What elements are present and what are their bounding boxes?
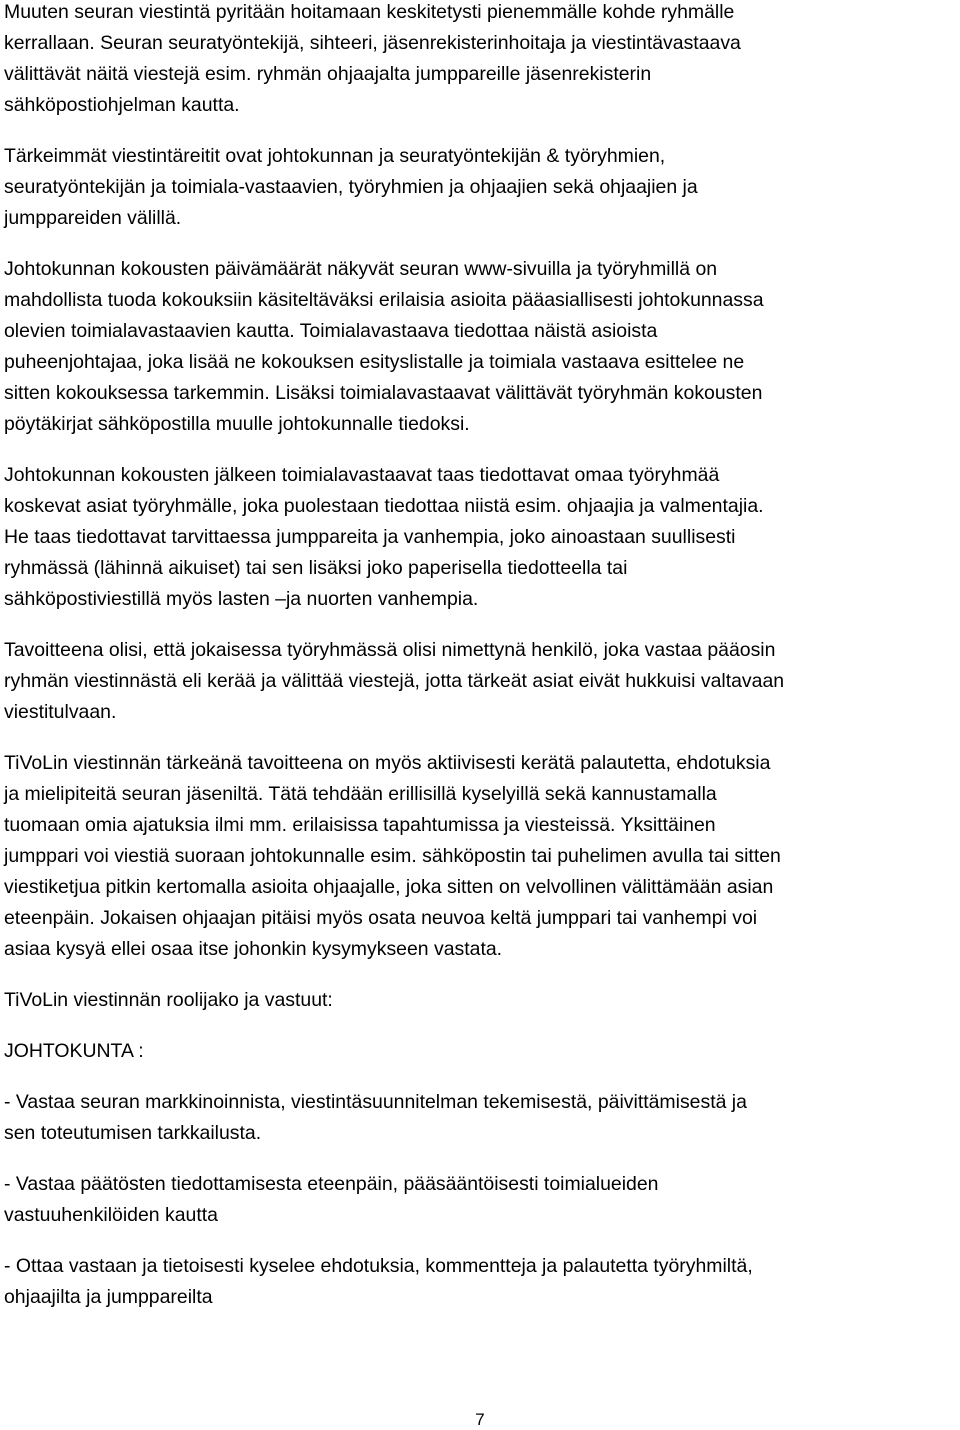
text-line: sähköpostiohjelman kautta.	[4, 94, 240, 116]
text-line: koskevat asiat työryhmälle, joka puolestaan tiedottaa niistä esim. ohjaajia ja valmentajia.	[4, 495, 764, 517]
text-line: ryhmän viestinnästä eli kerää ja välittää viestejä, jotta tärkeät asiat eivät hukkuisi valtavaan	[4, 670, 785, 692]
paragraph-gap	[4, 1149, 960, 1169]
page-number: 7	[475, 1410, 485, 1429]
text-line: ja mielipiteitä seuran jäseniltä. Tätä tehdään erillisillä kyselyillä sekä kannustamalla	[4, 783, 717, 805]
text-line: ohjaajilta ja jumppareilta	[4, 1286, 213, 1308]
paragraph-gap	[4, 1231, 960, 1251]
text-line: asiaa kysyä ellei osaa itse johonkin kysymykseen vastata.	[4, 938, 503, 960]
text-line: tuomaan omia ajatuksia ilmi mm. erilaisissa tapahtumissa ja viesteissä. Yksittäinen	[4, 814, 716, 836]
text-line: seuratyöntekijän ja toimiala-vastaavien, työryhmien ja ohjaajien sekä ohjaajien ja	[4, 176, 698, 198]
text-line: kerrallaan. Seuran seuratyöntekijä, sihteeri, jäsenrekisterinhoitaja ja viestintävastaava	[4, 32, 741, 54]
text-line: He taas tiedottavat tarvittaessa jumppareita ja vanhempia, joko ainoastaan suullisesti	[4, 526, 736, 548]
paragraph	[4, 748, 960, 965]
text-line: JOHTOKUNTA :	[4, 1040, 144, 1062]
text-line: Tavoitteena olisi, että jokaisessa työryhmässä olisi nimettynä henkilö, joka vastaa pääosin	[4, 639, 776, 661]
paragraph	[4, 1036, 960, 1067]
paragraph	[4, 460, 960, 615]
text-line: vastuuhenkilöiden kautta	[4, 1204, 218, 1226]
paragraph-gap	[4, 615, 960, 635]
text-line: TiVoLin viestinnän roolijako ja vastuut:	[4, 989, 333, 1011]
text-line: jumppari voi viestiä suoraan johtokunnalle esim. sähköpostin tai puhelimen avulla tai sitten	[4, 845, 781, 867]
paragraph	[4, 0, 960, 121]
text-line: Johtokunnan kokousten päivämäärät näkyvät seuran www-sivuilla ja työryhmillä on	[4, 258, 718, 280]
paragraph	[4, 254, 960, 440]
paragraph-gap	[4, 234, 960, 254]
document-body	[4, 0, 960, 1313]
text-line: pöytäkirjat sähköpostilla muulle johtokunnalle tiedoksi.	[4, 413, 470, 435]
paragraph	[4, 1087, 960, 1149]
text-line: sitten kokouksessa tarkemmin. Lisäksi toimialavastaavat välittävät työryhmän kokousten	[4, 382, 763, 404]
text-line: - Vastaa seuran markkinoinnista, viestintäsuunnitelman tekemisestä, päivittämisestä ja	[4, 1091, 747, 1113]
text-line: Johtokunnan kokousten jälkeen toimialavastaavat taas tiedottavat omaa työryhmää	[4, 464, 720, 486]
document-page	[4, 0, 960, 1313]
paragraph-gap	[4, 965, 960, 985]
text-line: puheenjohtajaa, joka lisää ne kokouksen esityslistalle ja toimiala vastaava esittelee ne	[4, 351, 745, 373]
paragraph	[4, 635, 960, 728]
text-line: sähköpostiviestillä myös lasten –ja nuorten vanhempia.	[4, 588, 479, 610]
text-line: mahdollista tuoda kokouksiin käsiteltäväksi erilaisia asioita pääasiallisesti johtokunnassa	[4, 289, 764, 311]
text-line: eteenpäin. Jokaisen ohjaajan pitäisi myös osata neuvoa keltä jumppari tai vanhempi voi	[4, 907, 758, 929]
text-line: viestiketjua pitkin kertomalla asioita ohjaajalle, joka sitten on velvollinen välittämään asian	[4, 876, 774, 898]
text-line: - Ottaa vastaan ja tietoisesti kyselee ehdotuksia, kommentteja ja palautetta työryhmiltä,	[4, 1255, 753, 1277]
paragraph-gap	[4, 121, 960, 141]
paragraph	[4, 1169, 960, 1231]
text-line: Muuten seuran viestintä pyritään hoitamaan keskitetysti pienemmälle kohde ryhmälle	[4, 1, 735, 23]
text-line: sen toteutumisen tarkkailusta.	[4, 1122, 262, 1144]
paragraph-gap	[4, 1067, 960, 1087]
text-line: TiVoLin viestinnän tärkeänä tavoitteena on myös aktiivisesti kerätä palautetta, ehdotuksia	[4, 752, 771, 774]
paragraph-gap	[4, 728, 960, 748]
paragraph	[4, 141, 960, 234]
text-line: ryhmässä (lähinnä aikuiset) tai sen lisäksi joko paperisella tiedotteella tai	[4, 557, 628, 579]
text-line: välittävät näitä viestejä esim. ryhmän ohjaajalta jumppareille jäsenrekisterin	[4, 63, 652, 85]
paragraph-gap	[4, 1016, 960, 1036]
paragraph	[4, 985, 960, 1016]
text-line: - Vastaa päätösten tiedottamisesta eteenpäin, pääsääntöisesti toimialueiden	[4, 1173, 659, 1195]
paragraph	[4, 1251, 960, 1313]
text-line: Tärkeimmät viestintäreitit ovat johtokunnan ja seuratyöntekijän & työryhmien,	[4, 145, 666, 167]
text-line: viestitulvaan.	[4, 701, 117, 723]
text-line: olevien toimialavastaavien kautta. Toimialavastaava tiedottaa näistä asioista	[4, 320, 658, 342]
paragraph-gap	[4, 440, 960, 460]
text-line: jumppareiden välillä.	[4, 207, 182, 229]
